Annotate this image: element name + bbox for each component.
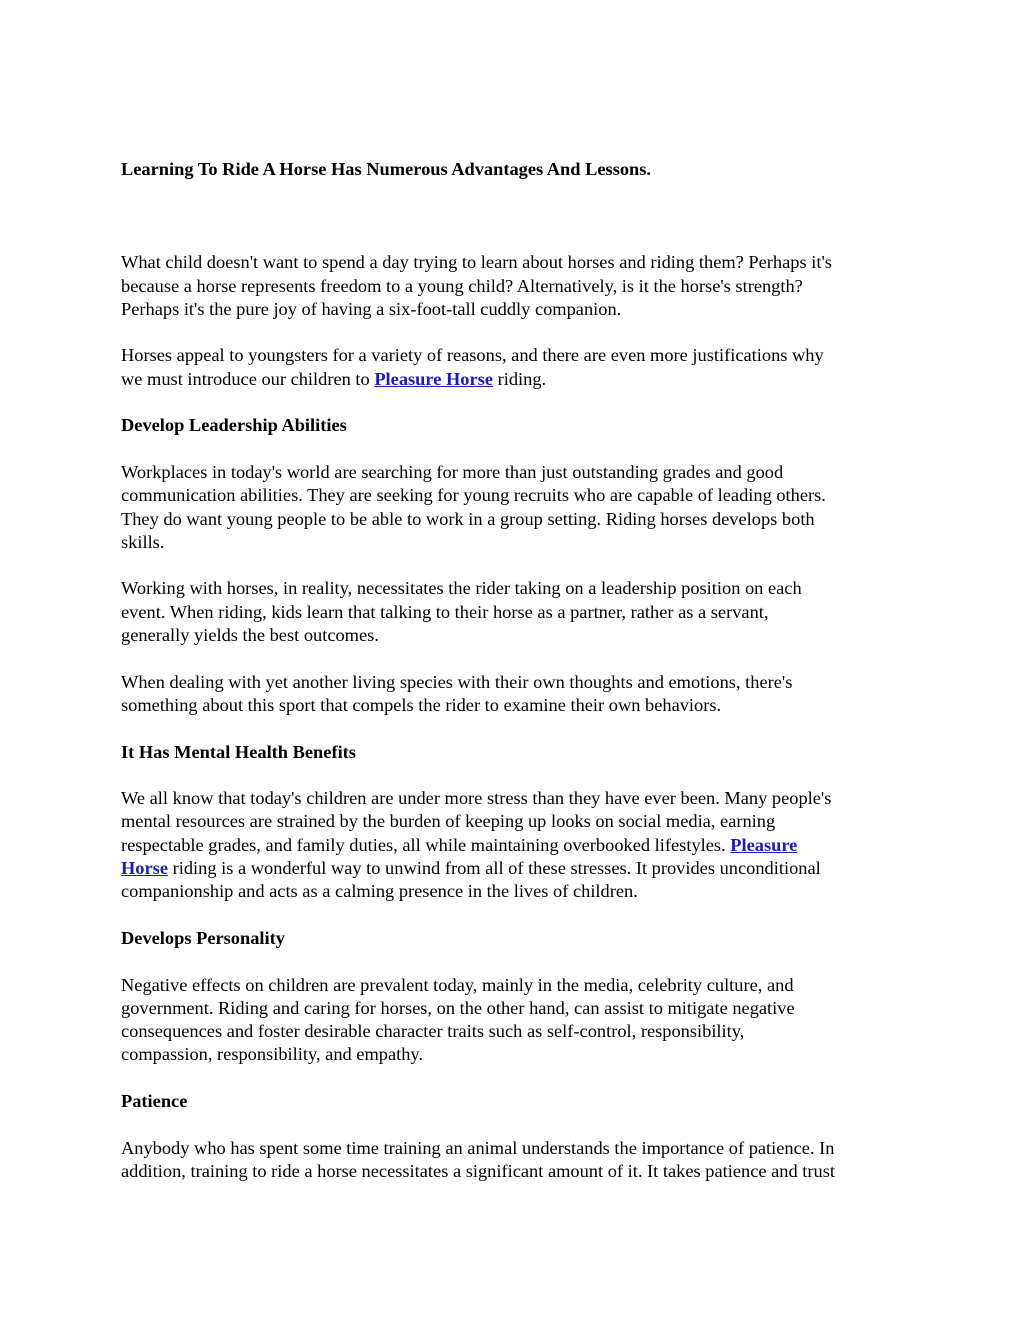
text-line: government. Riding and caring for horses, on the other hand, can assist to mitigate negative — [121, 997, 795, 1018]
text-line: We all know that today's children are under more stress than they have ever been. Many people's — [121, 788, 832, 809]
patience-paragraph — [121, 1137, 911, 1184]
text-line: What child doesn't want to spend a day trying to learn about horses and riding them? Perhaps it's — [121, 252, 832, 273]
text-line: Perhaps it's the pure joy of having a six-foot-tall cuddly companion. — [121, 298, 622, 319]
heading-text: Patience — [121, 1090, 188, 1111]
text-line: communication abilities. They are seeking for young recruits who are capable of leading others. — [121, 485, 826, 506]
leadership-paragraph-3 — [121, 671, 911, 718]
text-segment: riding. — [493, 368, 547, 389]
text-line: because a horse represents freedom to a young child? Alternatively, is it the horse's strength? — [121, 275, 803, 296]
text-line: skills. — [121, 531, 165, 552]
text-line: Anybody who has spent some time training an animal understands the importance of patience. In — [121, 1137, 835, 1158]
text-line: event. When riding, kids learn that talking to their horse as a partner, rather as a servant, — [121, 601, 769, 622]
mental-health-paragraph — [121, 787, 911, 903]
document-title — [121, 158, 911, 181]
text-line — [121, 857, 911, 880]
section-heading-leadership — [121, 414, 911, 437]
pleasure-horse-link[interactable]: Pleasure — [730, 834, 798, 855]
document-page — [121, 158, 911, 1206]
intro-paragraph — [121, 251, 911, 321]
text-line: compassion, responsibility, and empathy. — [121, 1044, 424, 1065]
pleasure-horse-link[interactable]: Pleasure Horse — [374, 368, 493, 389]
text-line: Horses appeal to youngsters for a variety of reasons, and there are even more justifications why — [121, 345, 824, 366]
section-heading-personality — [121, 927, 911, 950]
text-line — [121, 834, 911, 857]
text-segment: respectable grades, and family duties, all while maintaining overbooked lifestyles. — [121, 834, 731, 855]
text-line: Negative effects on children are prevalent today, mainly in the media, celebrity culture, and — [121, 974, 794, 995]
text-line: addition, training to ride a horse necessitates a significant amount of it. It takes patience and trust — [121, 1160, 835, 1181]
text-line: consequences and foster desirable character traits such as self-control, responsibility, — [121, 1021, 745, 1042]
heading-text: It Has Mental Health Benefits — [121, 741, 356, 762]
text-line: Working with horses, in reality, necessitates the rider taking on a leadership position on each — [121, 578, 802, 599]
text-line: generally yields the best outcomes. — [121, 625, 379, 646]
leadership-paragraph-2 — [121, 577, 911, 647]
heading-text: Develop Leadership Abilities — [121, 415, 347, 436]
heading-text: Develops Personality — [121, 927, 285, 948]
document-title-text: Learning To Ride A Horse Has Numerous Advantages And Lessons. — [121, 159, 652, 179]
pleasure-horse-link[interactable]: Horse — [121, 858, 168, 879]
text-line: Workplaces in today's world are searching for more than just outstanding grades and good — [121, 461, 784, 482]
text-segment: riding is a wonderful way to unwind from all of these stresses. It provides unconditional — [167, 858, 821, 879]
section-heading-patience — [121, 1090, 911, 1113]
section-heading-mental-health — [121, 741, 911, 764]
text-line: When dealing with yet another living species with their own thoughts and emotions, there's — [121, 671, 793, 692]
leadership-paragraph-1 — [121, 461, 911, 554]
appeal-paragraph — [121, 344, 911, 391]
personality-paragraph — [121, 974, 911, 1067]
text-line — [121, 368, 911, 391]
text-line: They do want young people to be able to work in a group setting. Riding horses develops both — [121, 508, 815, 529]
text-segment: we must introduce our children to — [121, 368, 375, 389]
text-line: something about this sport that compels the rider to examine their own behaviors. — [121, 694, 722, 715]
text-line: companionship and acts as a calming presence in the lives of children. — [121, 881, 638, 902]
text-line: mental resources are strained by the burden of keeping up looks on social media, earning — [121, 811, 776, 832]
